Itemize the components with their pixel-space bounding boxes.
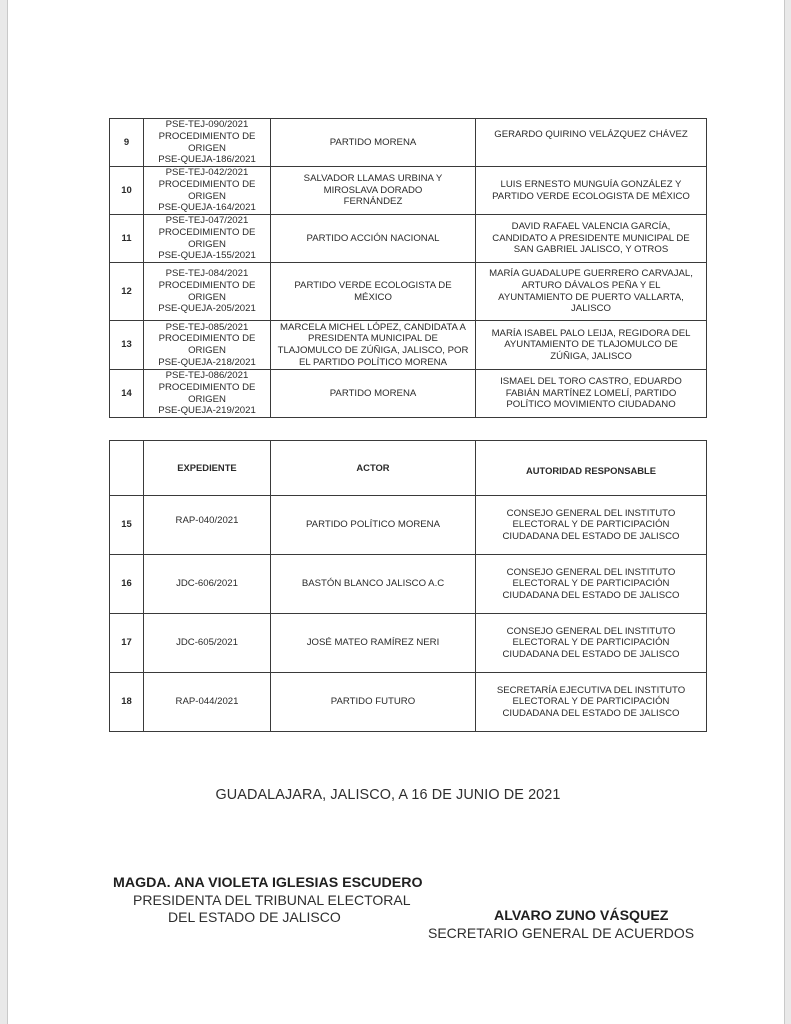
expediente-line: PROCEDIMIENTO DE	[158, 381, 256, 393]
header-autoridad-label: AUTORIDAD RESPONSABLE	[525, 465, 657, 477]
expediente-line: PSE-TEJ-085/2021	[165, 321, 249, 333]
actor-cell: PARTIDO POLÍTICO MORENA	[271, 496, 476, 555]
denunciado-cell: GERARDO QUIRINO VELÁZQUEZ CHÁVEZ	[476, 119, 707, 167]
expediente-line: PSE-TEJ-042/2021	[165, 167, 249, 179]
expediente-line: PROCEDIMIENTO DE	[158, 279, 256, 291]
table-row	[110, 614, 707, 673]
header-autoridad	[476, 441, 707, 496]
appeals-table	[109, 440, 707, 732]
table-row	[110, 167, 707, 215]
expediente-cell: RAP-044/2021	[144, 673, 271, 732]
actor-cell: JOSÉ MATEO RAMÍREZ NERI	[271, 614, 476, 673]
expediente-cell	[144, 167, 271, 215]
table-row	[110, 215, 707, 263]
row-number: 10	[110, 167, 144, 215]
row-number: 13	[110, 321, 144, 370]
expediente-line: PSE-QUEJA-219/2021	[158, 405, 256, 417]
expediente-line: ORIGEN	[188, 238, 226, 250]
denunciante-cell: PARTIDO MORENA	[271, 370, 476, 418]
table-row	[110, 370, 707, 418]
row-number: 17	[110, 614, 144, 673]
place-and-date: GUADALAJARA, JALISCO, A 16 DE JUNIO DE 2021	[215, 787, 561, 803]
expediente-line: PSE-QUEJA-218/2021	[158, 356, 256, 368]
expediente-cell	[144, 263, 271, 321]
signatory-2-role: SECRETARIO GENERAL DE ACUERDOS	[428, 925, 695, 941]
table-row	[110, 555, 707, 614]
procedures-table	[109, 118, 707, 418]
expediente-line: ORIGEN	[188, 142, 226, 154]
table-row	[110, 673, 707, 732]
autoridad-cell: SECRETARÍA EJECUTIVA DEL INSTITUTO ELECTORAL Y DE PARTICIPACIÓN CIUDADANA DEL ESTADO DE JALISCO	[476, 673, 707, 732]
expediente-line: ORIGEN	[188, 190, 226, 202]
expediente-value: RAP-040/2021	[175, 515, 239, 527]
row-number: 9	[110, 119, 144, 167]
denunciado-cell: MARÍA GUADALUPE GUERRERO CARVAJAL, ARTURO DÁVALOS PEÑA Y EL AYUNTAMIENTO DE PUERTO VALLARTA, JALISCO	[476, 263, 707, 321]
table-header-row	[110, 441, 707, 496]
denunciado-cell: ISMAEL DEL TORO CASTRO, EDUARDO FABIÁN MARTÍNEZ LOMELÍ, PARTIDO POLÍTICO MOVIMIENTO CIUDADANO	[476, 370, 707, 418]
denunciante-cell: PARTIDO MORENA	[271, 119, 476, 167]
row-number: 12	[110, 263, 144, 321]
table-row	[110, 321, 707, 370]
expediente-line: PSE-TEJ-047/2021	[165, 215, 249, 227]
header-expediente: EXPEDIENTE	[144, 441, 271, 496]
table-row	[110, 496, 707, 555]
expediente-line: PSE-QUEJA-155/2021	[158, 250, 256, 262]
denunciado-cell: LUIS ERNESTO MUNGUÍA GONZÁLEZ Y PARTIDO VERDE ECOLOGISTA DE MÉXICO	[476, 167, 707, 215]
denunciado-cell: MARÍA ISABEL PALO LEIJA, REGIDORA DEL AYUNTAMIENTO DE TLAJOMULCO DE ZÚÑIGA, JALISCO	[476, 321, 707, 370]
signatory-1-role-line-2: DEL ESTADO DE JALISCO	[168, 909, 341, 925]
expediente-cell: JDC-605/2021	[144, 614, 271, 673]
header-number	[110, 441, 144, 496]
expediente-cell: JDC-606/2021	[144, 555, 271, 614]
expediente-cell	[144, 370, 271, 418]
expediente-line: ORIGEN	[188, 345, 226, 356]
autoridad-cell: CONSEJO GENERAL DEL INSTITUTO ELECTORAL Y DE PARTICIPACIÓN CIUDADANA DEL ESTADO DE JALISCO	[476, 614, 707, 673]
expediente-line: PSE-TEJ-086/2021	[165, 370, 249, 382]
expediente-line: PROCEDIMIENTO DE	[158, 226, 256, 238]
expediente-line: PSE-TEJ-090/2021	[165, 119, 249, 131]
expediente-cell	[144, 119, 271, 167]
expediente-line: PSE-QUEJA-186/2021	[158, 154, 256, 166]
expediente-line: PROCEDIMIENTO DE	[158, 333, 256, 345]
row-number: 11	[110, 215, 144, 263]
expediente-line: PROCEDIMIENTO DE	[158, 130, 256, 142]
signatory-1-name: MAGDA. ANA VIOLETA IGLESIAS ESCUDERO	[113, 875, 423, 891]
actor-cell: BASTÓN BLANCO JALISCO A.C	[271, 555, 476, 614]
signatory-2-name: ALVARO ZUNO VÁSQUEZ	[494, 908, 669, 924]
expediente-cell	[144, 321, 271, 370]
expediente-line: PSE-QUEJA-205/2021	[158, 303, 256, 315]
table-row	[110, 119, 707, 167]
autoridad-cell: CONSEJO GENERAL DEL INSTITUTO ELECTORAL Y DE PARTICIPACIÓN CIUDADANA DEL ESTADO DE JALISCO	[476, 496, 707, 555]
expediente-line: ORIGEN	[188, 393, 226, 405]
denunciante-cell: PARTIDO ACCIÓN NACIONAL	[271, 215, 476, 263]
row-number: 15	[110, 496, 144, 555]
table-row	[110, 263, 707, 321]
actor-cell: PARTIDO FUTURO	[271, 673, 476, 732]
row-number: 16	[110, 555, 144, 614]
denunciante-cell: MARCELA MICHEL LÓPEZ, CANDIDATA A PRESIDENTA MUNICIPAL DE TLAJOMULCO DE ZÚÑIGA, JALISCO, POR EL PARTIDO POLÍTICO MORENA	[271, 321, 476, 370]
header-actor: ACTOR	[271, 441, 476, 496]
signatory-1-role-line-1: PRESIDENTA DEL TRIBUNAL ELECTORAL	[133, 892, 411, 908]
denunciante-cell: SALVADOR LLAMAS URBINA Y MIROSLAVA DORADO FERNÁNDEZ	[271, 167, 476, 215]
expediente-cell	[144, 215, 271, 263]
expediente-line: ORIGEN	[188, 291, 226, 303]
expediente-cell	[144, 496, 271, 555]
row-number: 18	[110, 673, 144, 732]
row-number: 14	[110, 370, 144, 418]
denunciado-cell: DAVID RAFAEL VALENCIA GARCÍA, CANDIDATO A PRESIDENTE MUNICIPAL DE SAN GABRIEL JALISCO, Y OTROS	[476, 215, 707, 263]
expediente-line: PSE-TEJ-084/2021	[165, 268, 249, 280]
expediente-line: PSE-QUEJA-164/2021	[158, 202, 256, 214]
autoridad-cell: CONSEJO GENERAL DEL INSTITUTO ELECTORAL Y DE PARTICIPACIÓN CIUDADANA DEL ESTADO DE JALISCO	[476, 555, 707, 614]
expediente-line: PROCEDIMIENTO DE	[158, 178, 256, 190]
denunciante-cell: PARTIDO VERDE ECOLOGISTA DE MÉXICO	[271, 263, 476, 321]
